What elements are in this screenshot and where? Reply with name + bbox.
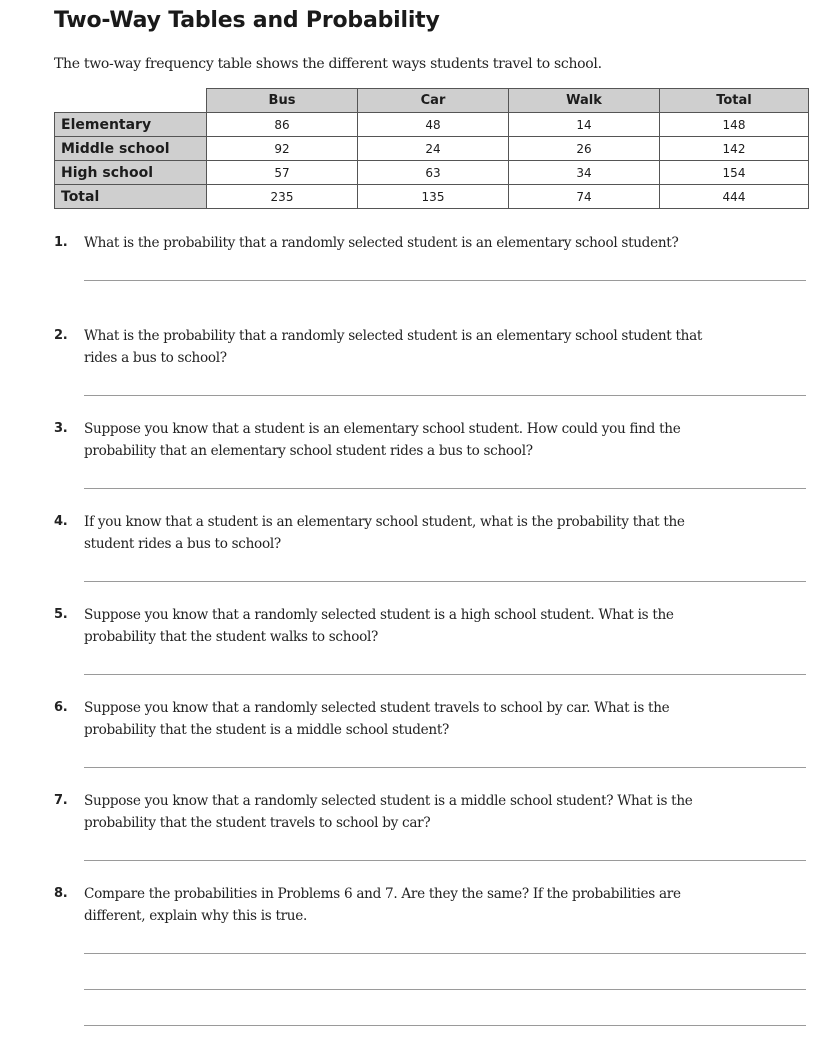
question-text: If you know that a student is an elementary school student, what is the probability that the student rides a bus to school? <box>84 514 685 552</box>
question-text: What is the probability that a randomly selected student is an elementary school student? <box>84 235 679 251</box>
row-label-elementary: Elementary <box>55 113 207 137</box>
table-row <box>55 137 809 161</box>
question-7 <box>54 790 806 883</box>
answer-line[interactable] <box>84 488 806 489</box>
answer-line[interactable] <box>84 581 806 582</box>
question-number: 6. <box>54 700 68 715</box>
answer-line[interactable] <box>84 280 806 281</box>
question-text: Suppose you know that a randomly selected student is a middle school student? What is the probability that the student travels to school by car? <box>84 793 693 831</box>
question-number: 1. <box>54 235 68 250</box>
table-cell: 26 <box>509 137 660 161</box>
question-5 <box>54 604 806 697</box>
table-header-row <box>55 89 809 113</box>
question-text: Suppose you know that a randomly selected student is a high school student. What is the probability that the student walks to school? <box>84 607 674 645</box>
table-cell: 92 <box>207 137 358 161</box>
answer-line[interactable] <box>84 674 806 675</box>
question-number: 5. <box>54 607 68 622</box>
table-row <box>55 161 809 185</box>
table-cell: 444 <box>660 185 809 209</box>
answer-line[interactable] <box>84 989 806 990</box>
table-cell: 14 <box>509 113 660 137</box>
answer-line[interactable] <box>84 953 806 954</box>
question-list <box>54 232 806 1023</box>
question-text: What is the probability that a randomly selected student is an elementary school student that rides a bus to school? <box>84 328 703 366</box>
table-cell: 74 <box>509 185 660 209</box>
question-text: Compare the probabilities in Problems 6 and 7. Are they the same? If the probabilities are different, explain why this is true. <box>84 886 681 924</box>
answer-line[interactable] <box>84 767 806 768</box>
frequency-table <box>54 88 809 209</box>
question-1 <box>54 232 806 325</box>
question-3 <box>54 418 806 511</box>
question-number: 4. <box>54 514 68 529</box>
question-text: Suppose you know that a randomly selected student travels to school by car. What is the probability that the student is a middle school student? <box>84 700 670 738</box>
row-label-total: Total <box>55 185 207 209</box>
row-label-high-school: High school <box>55 161 207 185</box>
table-cell: 235 <box>207 185 358 209</box>
column-header-bus: Bus <box>207 89 358 113</box>
table-corner <box>55 89 207 113</box>
question-4 <box>54 511 806 604</box>
column-header-car: Car <box>358 89 509 113</box>
table-cell: 63 <box>358 161 509 185</box>
intro-text: The two-way frequency table shows the different ways students travel to school. <box>54 56 602 72</box>
table-row <box>55 185 809 209</box>
table-cell: 24 <box>358 137 509 161</box>
table-cell: 86 <box>207 113 358 137</box>
table-cell: 135 <box>358 185 509 209</box>
question-number: 3. <box>54 421 68 436</box>
answer-line[interactable] <box>84 395 806 396</box>
column-header-walk: Walk <box>509 89 660 113</box>
column-header-total: Total <box>660 89 809 113</box>
table-cell: 142 <box>660 137 809 161</box>
question-8 <box>54 883 806 1023</box>
table-cell: 148 <box>660 113 809 137</box>
answer-line[interactable] <box>84 1025 806 1026</box>
table-row <box>55 113 809 137</box>
table-cell: 57 <box>207 161 358 185</box>
row-label-middle-school: Middle school <box>55 137 207 161</box>
answer-line[interactable] <box>84 860 806 861</box>
question-number: 2. <box>54 328 68 343</box>
question-6 <box>54 697 806 790</box>
page-title: Two-Way Tables and Probability <box>54 8 440 33</box>
question-2 <box>54 325 806 418</box>
question-number: 8. <box>54 886 68 901</box>
table-cell: 34 <box>509 161 660 185</box>
question-number: 7. <box>54 793 68 808</box>
table-cell: 48 <box>358 113 509 137</box>
question-text: Suppose you know that a student is an elementary school student. How could you find the probability that an elementary school student rides a bus to school? <box>84 421 681 459</box>
table-cell: 154 <box>660 161 809 185</box>
